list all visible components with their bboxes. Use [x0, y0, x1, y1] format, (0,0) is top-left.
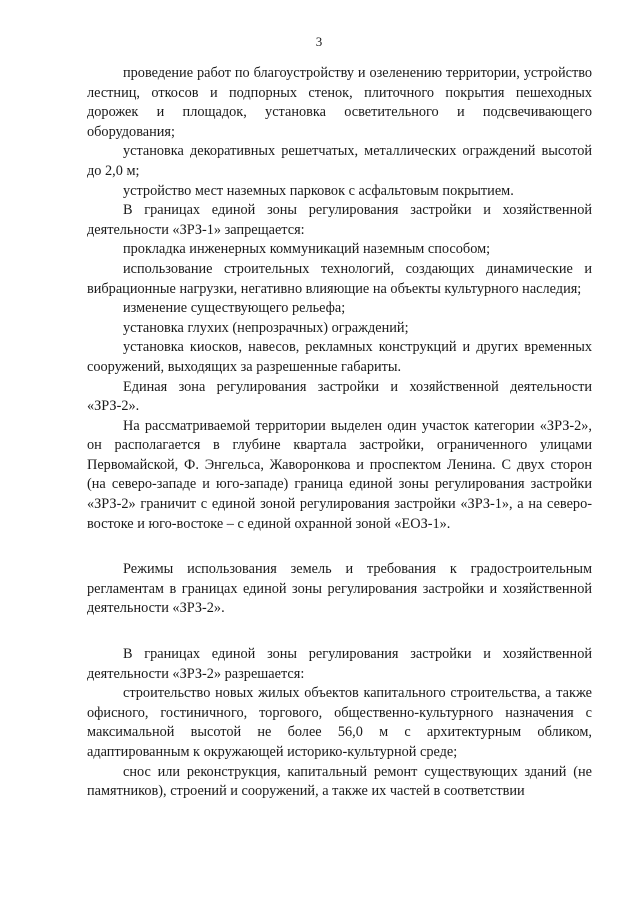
- paragraph: На рассматриваемой территории выделен один участок категории «ЗРЗ-2», он располагается в глубине квартала застройки, ограниченного улицами Первомайской, Ф. Энгельса, Жаворонкова и проспектом Ленина. С двух сторон (на северо-западе и юго-западе) граница единой зоны регулирования застройки «ЗРЗ-2» граничит с единой зоной регулирования застройки «ЗРЗ-1», а на северо-востоке и юго-востоке – с единой охранной зоной «ЕОЗ-1».: [87, 417, 592, 532]
- section-heading: Режимы использования земель и требования к градостроительным регламентам в границах единой зоны регулирования застройки и хозяйственной деятельности «ЗРЗ-2».: [87, 561, 592, 617]
- paragraph: прокладка инженерных коммуникаций наземным способом;: [123, 241, 491, 258]
- paragraph: использование строительных технологий, создающих динамические и вибрационные нагрузки, негативно влияющие на объекты культурного наследия;: [87, 260, 592, 297]
- paragraph: установка глухих (непрозрачных) ограждений;: [123, 319, 409, 336]
- paragraph: устройство мест наземных парковок с асфальтовым покрытием.: [123, 182, 514, 199]
- paragraph: установка декоративных решетчатых, металлических ограждений высотой до 2,0 м;: [87, 143, 592, 179]
- paragraph: В границах единой зоны регулирования застройки и хозяйственной деятельности «ЗРЗ-2» разрешается:: [87, 646, 592, 682]
- paragraph: В границах единой зоны регулирования застройки и хозяйственной деятельности «ЗРЗ-1» запрещается:: [87, 202, 592, 238]
- page-number: 3: [315, 34, 323, 49]
- document-body: [87, 64, 592, 802]
- paragraph: Единая зона регулирования застройки и хозяйственной деятельности «ЗРЗ-2».: [87, 378, 592, 415]
- paragraph: снос или реконструкция, капитальный ремонт существующих зданий (не памятников), строений и сооружений, а также их частей в соответствии: [87, 763, 592, 800]
- paragraph: строительство новых жилых объектов капитального строительства, а также офисного, гостиничного, торгового, общественно-культурного назначения с максимальной высотой не более 56,0 м с архитектурным обликом, адаптированным к окружающей историко-культурной среде;: [87, 685, 592, 760]
- paragraph: изменение существующего рельефа;: [123, 300, 346, 317]
- paragraph: установка киосков, навесов, рекламных конструкций и других временных сооружений, выходящих за разрешенные габариты.: [87, 339, 592, 375]
- paragraph: проведение работ по благоустройству и озеленению территории, устройство лестниц, откосов и подпорных стенок, плиточного покрытия пешеходных дорожек и площадок, установка осветительного и подсвечивающего оборудования;: [87, 65, 592, 140]
